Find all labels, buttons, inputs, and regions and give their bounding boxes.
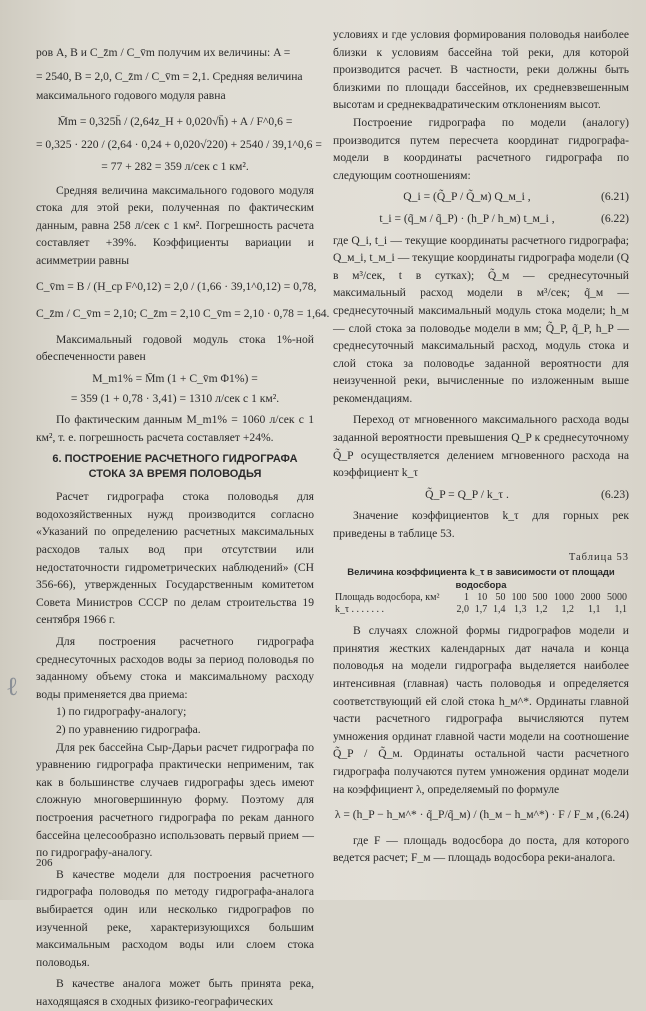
- table-row-label: Площадь водосбора, км²: [335, 592, 440, 604]
- table-row-label: k_τ . . . . . . .: [335, 604, 385, 616]
- paragraph: Значение коэффициентов k_τ для горных рек приведены в таблице 53.: [333, 509, 629, 541]
- formula: C_v̄m = B / (H_ср F^0,12) = 2,0 / (1,66 · 39,1^0,12) = 0,78,: [36, 279, 317, 293]
- formula: = 0,325 · 220 / (2,64 · 0,24 + 0,020√220) + 2540 / 39,1^0,6 =: [36, 138, 322, 152]
- table-row: [333, 592, 629, 604]
- table-cell: 1000: [553, 592, 574, 604]
- table-cell: 1,3: [513, 604, 527, 616]
- paragraph: Для рек бассейна Сыр-Дарьи расчет гидрографа по уравнению гидрографа практически неприменим, так как в большинстве случаев гидрографы здесь имеют сложную многовершинную форму. Поэтому для построения расчетного гидрографа по рекам данного бассейна целесообразно использовать первый прием — по гидрографу-аналогу.: [36, 740, 314, 860]
- list-item: 1) по гидрографу-аналогу;: [56, 705, 187, 719]
- paragraph: Для построения расчетного гидрографа среднесуточных расходов воды за период половодья по заданному объему стока и максимальному расходу воды применяется два приема:: [36, 635, 314, 701]
- paragraph: условиях и где условия формирования половодья наиболее близки к условиям бассейна той реки, для которой производится расчет. В частности, реки должны быть близкими по площади бассейнов, их средневзвешенным высотам и среднеквадратическим отклонениям высот.: [333, 28, 629, 112]
- table-cell: 10: [477, 592, 488, 604]
- table-caption: Величина коэффициента k_τ в зависимости от площади водосбора: [347, 567, 615, 592]
- paragraph: где Q_i, t_i — текущие координаты расчетного гидрографа; Q_м_i, t_м_i — текущие координаты гидрографа модели (Q в м³/сек, t в сутках); Q̃_м — среднесуточный максимальный расход модели в м³/сек; q̃_м — среднесуточный максимальный модуль стока модели; h_м — слой стока за половодье модели в мм; Q̃_P, q̃_P, h_P — среднесуточный максимальный расход, модуль стока и слой стока за половодье заданной вероятности для неизученной реки, вычисленные по изложенным выше рекомендациям.: [333, 233, 629, 405]
- formula: = 77 + 282 = 359 л/сек с 1 км².: [101, 159, 249, 173]
- table-row: [333, 604, 629, 616]
- text-line: максимального годового модуля равна: [36, 89, 226, 103]
- formula: M̄m = 0,325h̄ / (2,64z_H + 0,020√h̄) + A / F^0,6 =: [57, 114, 293, 128]
- list-item: 2) по уравнению гидрографа.: [56, 723, 201, 736]
- formula: λ = (h_P − h_м^* · q̃_P/q̃_м) / (h_м − h_м^*) · F / F_м ,: [334, 808, 600, 822]
- formula: Q̃_P = Q_P / k_τ .: [425, 487, 509, 501]
- table-cell: 1,1: [614, 604, 627, 616]
- paragraph: По фактическим данным M_m1% = 1060 л/сек с 1 км², т. е. погрешность расчета составляет +24%.: [36, 413, 314, 444]
- formula: C_z̄m / C_v̄m = 2,10; C_z̄m = 2,10 C_v̄m = 2,10 · 0,78 = 1,64.: [36, 307, 330, 321]
- paragraph: В случаях сложной формы гидрографов модели и принятия жестких календарных дат начала и конца половодья на модели гидрографа выделяется наиболее интенсивная (главная) часть половодья и определяется соответствующий ей слой стока h_м^*. Ординаты главной части расчетного гидрографа вычисляются путем умножения ординат главной части модели на соотношение Q̃_P / Q̃_м. Ординаты остальной части расчетного гидрографа получаются путем умножения ординат модели на коэффициент λ, определяемый по формуле: [333, 624, 629, 796]
- section-heading: 6. ПОСТРОЕНИЕ РАСЧЕТНОГО ГИДРОГРАФА СТОКА ЗА ВРЕМЯ ПОЛОВОДЬЯ: [52, 453, 298, 481]
- formula: Q_i = (Q̃_P / Q̃_м) Q_м_i ,: [403, 190, 531, 204]
- paragraph: где F — площадь водосбора до поста, для которого ведется расчет; F_м — площадь водосбора реки-аналога.: [333, 833, 629, 865]
- coefficient-table: [333, 592, 629, 616]
- numbered-formula: [333, 210, 629, 228]
- paragraph: Построение гидрографа по модели (аналогу) производится путем пересчета координат гидрографа-модели в координаты расчетного гидрографа по следующим соотношениям:: [333, 115, 629, 182]
- equation-number: (6.21): [600, 190, 629, 204]
- table-title: Таблица 53: [568, 551, 629, 563]
- numbered-formula: [333, 188, 629, 206]
- pencil-mark: ℓ: [6, 672, 19, 702]
- paragraph: В качестве аналога может быть принята река, находящаяся в сходных физико-географических: [36, 977, 314, 1008]
- paragraph: В качестве модели для построения расчетного гидрографа половодья по методу гидрографа-аналога выбирается один или несколько гидрографов по изученной реке, характеризующихся большим максимальным расходом воды или слоем стока половодья.: [36, 867, 314, 969]
- page-number: 206: [36, 857, 53, 869]
- numbered-formula: [333, 486, 629, 504]
- left-column: [36, 44, 330, 1011]
- table-cell: 500: [532, 592, 548, 604]
- paragraph: Переход от мгновенного максимального расхода воды заданной вероятности превышения Q_P к среднесуточному Q̃_P осуществляется делением мгновенного расхода на коэффициент k_τ: [333, 413, 629, 480]
- table-cell: 1: [464, 592, 470, 604]
- table-cell: 1,7: [474, 604, 488, 616]
- numbered-formula: [333, 806, 629, 824]
- equation-number: (6.23): [600, 487, 629, 501]
- text-line: ров A, B и C_z̄m / C_v̄m получим их величины: A =: [36, 46, 291, 59]
- table-cell: 1,1: [587, 604, 601, 616]
- equation-number: (6.24): [600, 808, 629, 822]
- table-cell: 1,4: [492, 604, 506, 616]
- paragraph: Расчет гидрографа стока половодья для водохозяйственных нужд производится согласно «Указаний по определению расчетных максимальных расходов талых вод при отсутствии или недостаточности гидрометрических наблюдений» (СН 356-66), утвержденных Государственным комитетом Совета Министров СССР по делам строительства 19 сентября 1966 г.: [36, 490, 314, 627]
- formula: = 359 (1 + 0,78 · 3,41) = 1310 л/сек с 1 км².: [70, 391, 280, 405]
- formula: t_i = (q̃_м / q̃_P) · (h_P / h_м) t_м_i ,: [379, 211, 555, 225]
- formula: M_m1% = M̄m (1 + C_v̄m Φ1%) =: [92, 371, 258, 385]
- right-column: [333, 26, 629, 867]
- table-cell: 1,2: [561, 604, 574, 616]
- text-line: = 2540, B = 2,0, C_z̄m / C_v̄m = 2,1. Средняя величина: [36, 69, 303, 83]
- table-cell: 50: [495, 592, 506, 604]
- equation-number: (6.22): [600, 211, 629, 225]
- table-cell: 100: [511, 592, 527, 604]
- table-cell: 5000: [607, 592, 627, 604]
- paragraph: Максимальный годовой модуль стока 1%-ной обеспеченности равен: [36, 332, 314, 364]
- table-cell: 2,0: [456, 604, 470, 616]
- table-cell: 1,2: [534, 604, 548, 616]
- paragraph: Средняя величина максимального годового модуля стока для этой реки, полученная по фактическим данным, равна 258 л/сек с 1 км². Погрешность расчета составляет +39%. Коэффициенты вариации и асимметрии равны: [36, 183, 314, 267]
- table-cell: 2000: [580, 592, 601, 604]
